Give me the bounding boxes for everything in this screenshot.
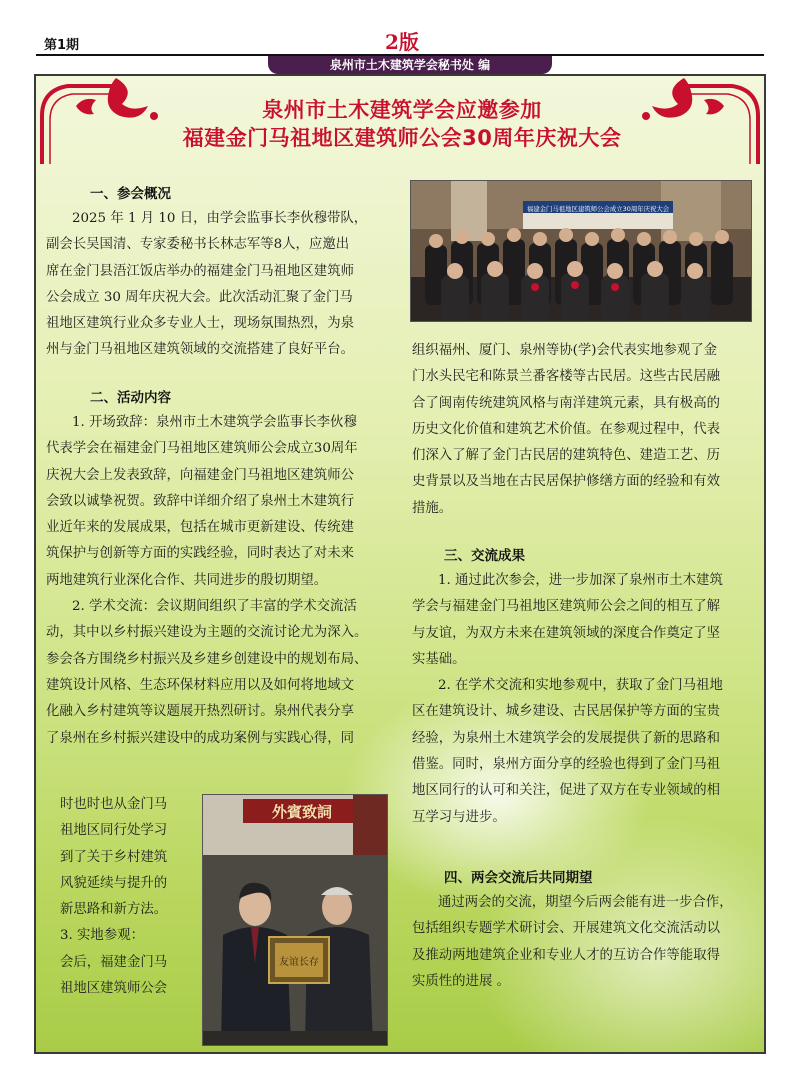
text-line: 祖地区建筑师公会	[60, 981, 168, 997]
text-line: 2. 学术交流：会议期间组织了丰富的学术交流活	[72, 599, 357, 615]
text-line: 两地建筑行业深化合作、共同进步的殷切期望。	[46, 572, 328, 588]
award-photo	[202, 794, 388, 1046]
text-line: 会后，福建金门马	[60, 954, 168, 970]
text-line: 区在建筑设计、城乡建设、古民居保护等方面的宝贵	[412, 704, 720, 720]
section-heading-expectations: 四、两会交流后共同期望	[444, 870, 593, 886]
text-line: 们深入了解了金门古民居的建筑特色、建造工艺、历	[412, 448, 720, 464]
section-body-wrap	[60, 792, 200, 1002]
text-line: 了泉州在乡村振兴建设中的成功案例与实践心得，同	[46, 730, 354, 746]
text-line: 通过两会的交流，期望今后两会能有进一步合作，	[438, 895, 733, 910]
section-body-results	[412, 568, 754, 831]
text-line: 时也时也从金门马	[60, 797, 168, 812]
text-line: 席在金门县浯江饭店举办的福建金门马祖地区建筑师	[46, 263, 354, 279]
text-line: 实质性的进展 。	[412, 973, 510, 989]
text-line: 史背景以及当地在古民居保护修缮方面的经验和有效	[412, 474, 720, 490]
text-line: 副会长吴国清、专家委秘书长林志军等8人，应邀出	[46, 237, 350, 253]
section-heading-results: 三、交流成果	[444, 548, 525, 564]
text-line: 筑保护与创新等方面的实践经验，同时表达了对未来	[46, 546, 354, 562]
text-line: 学会与福建金门马祖地区建筑师公会之间的相互了解	[412, 599, 720, 615]
text-line: 包括组织专题学术研讨会、开展建筑文化交流活动以	[412, 921, 720, 937]
text-line: 1. 通过此次参会，进一步加深了泉州市土木建筑	[438, 573, 723, 588]
text-line: 地区同行的认可和关注，促进了双方在专业领域的相	[412, 783, 720, 799]
text-line: 2. 在学术交流和实地参观中，获取了金门马祖地	[438, 678, 723, 694]
text-line: 到了关于乡村建筑	[60, 849, 168, 865]
text-line: 参会各方围绕乡村振兴及乡建乡创建设中的规划布局、	[46, 651, 368, 667]
article-title-line2: 福建金门马祖地区建筑师公会30周年庆祝大会	[182, 126, 622, 150]
issue-number: 第1期	[44, 38, 80, 53]
section-body-overview	[46, 206, 406, 364]
text-line: 新思路和新方法。	[60, 902, 168, 918]
page-label: 2版	[385, 30, 419, 54]
text-line: 借鉴。同时，泉州方面分享的经验也得到了金门马祖	[412, 757, 720, 773]
text-line: 实基础。	[412, 651, 466, 667]
text-line: 动，其中以乡村振兴建设为主题的交流讨论尤为深入。	[46, 625, 368, 641]
text-line: 业近年来的发展成果，包括在城市更新建设、传统建	[46, 520, 354, 536]
text-line: 历史文化价值和建筑艺术价值。在参观过程中，代表	[412, 421, 720, 437]
text-line: 3. 实地参观：	[60, 928, 144, 944]
text-line: 祖地区同行处学习	[60, 823, 168, 839]
section-body-field-visit	[412, 338, 754, 522]
section-heading-overview: 一、参会概况	[90, 186, 171, 202]
text-line: 1. 开场致辞：泉州市土木建筑学会监事长李伙穆	[72, 415, 357, 430]
text-line: 代表学会在福建金门马祖地区建筑师公会成立30周年	[46, 441, 358, 457]
text-line: 化融入乡村建筑等议题展开热烈研讨。泉州代表分享	[46, 704, 354, 720]
group-photo	[410, 180, 752, 322]
text-line: 经验，为泉州土木建筑学会的发展提供了新的思路和	[412, 730, 720, 746]
text-line: 公会成立 30 周年庆祝大会。此次活动汇聚了金门马	[46, 289, 353, 305]
text-line: 风貌延续与提升的	[60, 875, 168, 891]
section-body-expectations	[412, 890, 754, 995]
text-line: 合了闽南传统建筑风格与南洋建筑元素，具有极高的	[412, 395, 720, 411]
article-title-line1: 泉州市土木建筑学会应邀参加	[262, 98, 542, 122]
text-line: 互学习与进步。	[412, 809, 506, 825]
award-sign-text: 外賓致詞	[271, 803, 333, 821]
article-frame	[34, 74, 766, 1054]
group-photo-banner-text: 福建金门马祖地区建筑师公会成立30周年庆祝大会	[526, 205, 670, 213]
text-line: 门水头民宅和陈景兰番客楼等古民居。这些古民居融	[412, 369, 720, 385]
text-line: 庆祝大会上发表致辞，向福建金门马祖地区建筑师公	[46, 467, 354, 483]
text-line: 与友谊，为双方未来在建筑领域的深度合作奠定了坚	[412, 625, 720, 641]
section-body-activities	[46, 410, 406, 752]
text-line: 措施。	[412, 500, 453, 516]
text-line: 组织福州、厦门、泉州等协(学)会代表实地参观了金	[412, 343, 718, 358]
text-line: 州与金门马祖地区建筑领域的交流搭建了良好平台。	[46, 342, 354, 358]
text-line: 会致以诚挚祝贺。致辞中详细介绍了泉州土木建筑行	[46, 493, 354, 509]
section-heading-activities: 二、活动内容	[90, 390, 171, 406]
publisher-bar: 泉州市土木建筑学会秘书处 编	[268, 56, 552, 74]
plaque-text: 友谊长存	[279, 957, 319, 968]
text-line: 2025 年 1 月 10 日，由学会监事长李伙穆带队，	[72, 211, 368, 226]
text-line: 祖地区建筑行业众多专业人士，现场氛围热烈，为泉	[46, 316, 354, 332]
text-line: 建筑设计风格、生态环保材料应用以及如何将地域文	[46, 677, 354, 693]
text-line: 及推动两地建筑企业和专业人才的互访合作等能取得	[412, 947, 720, 963]
